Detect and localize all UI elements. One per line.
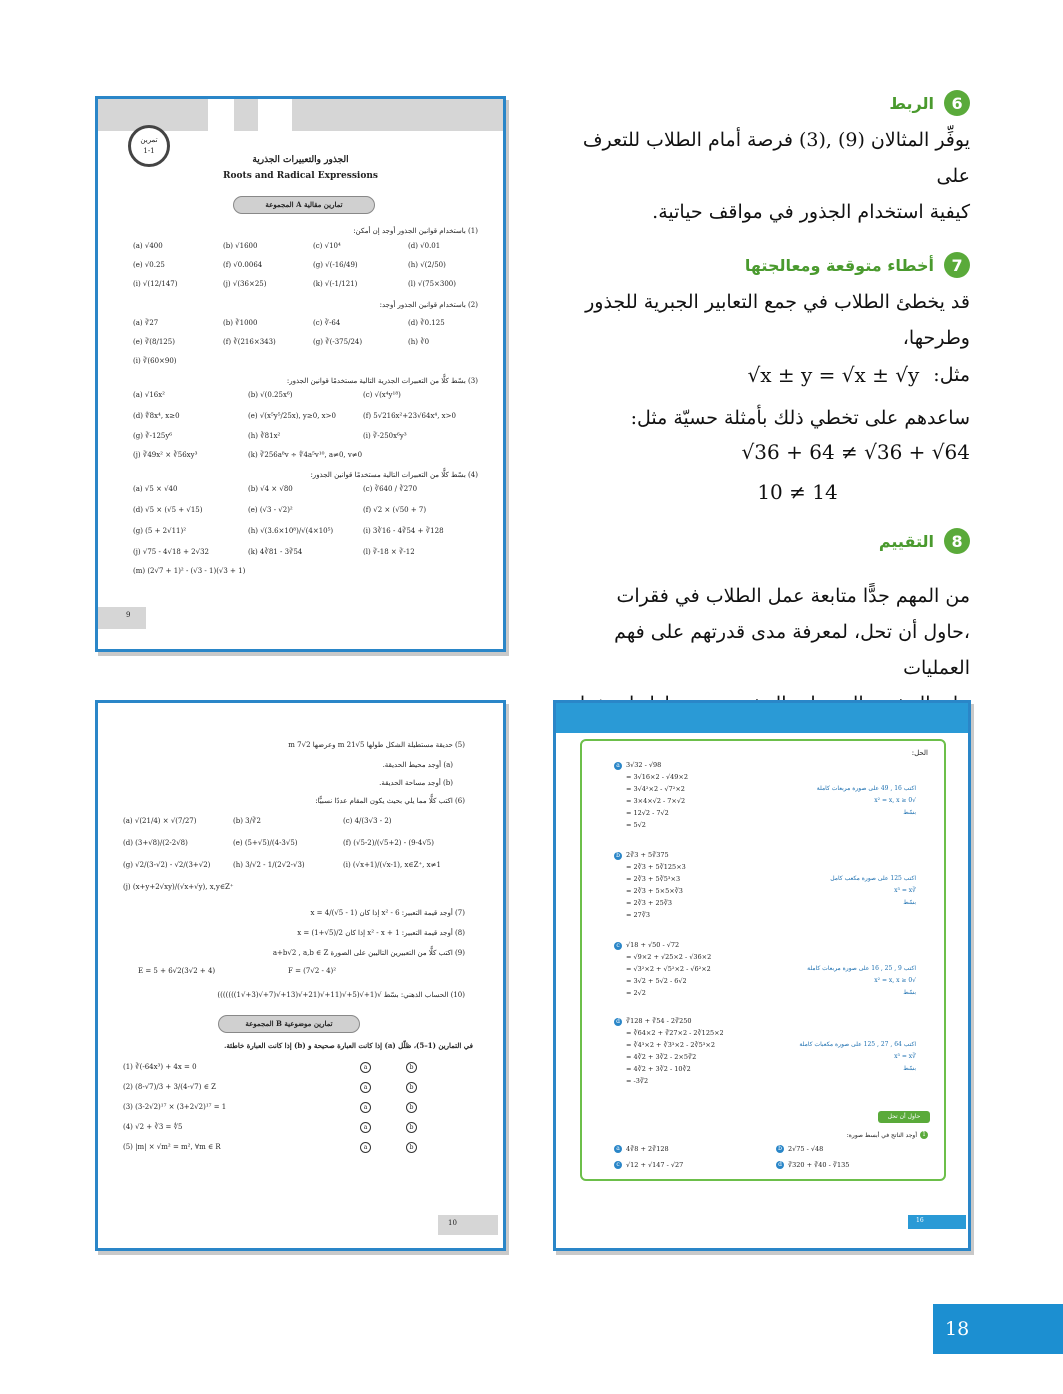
solution-step: = 2∛3 + 5∛5³×3: [626, 875, 681, 883]
section-6-number: 6: [944, 90, 970, 116]
solution-note: ∛x³ = x: [894, 1053, 916, 1060]
q5: (5) حديقة مستطيلة الشكل طولها 5√21 m وعرضها 2√7 m: [288, 741, 465, 749]
try-marker: a: [614, 1145, 622, 1153]
exercise-item: (e) (5+√5)/(4-3√5): [233, 839, 298, 847]
exercise-item: (f) (√5-2)/(√5+2) - (9-4√5): [343, 839, 434, 847]
solution-step: = 3√2 + 5√2 - 6√2: [626, 977, 687, 985]
exercise-item: (e) √(x⁵y⁵/25x), y≥0, x>0: [248, 412, 336, 420]
footer-bg: [98, 607, 146, 629]
section-7-formula-3: 10 ≠ 14: [757, 480, 838, 504]
exercise-item: (a) ∛27: [133, 319, 159, 327]
thumbnail-page-10: [95, 700, 506, 1251]
q4-text: (4) بسّط كلًّا من التعبيرات التالية مستخدمًا قوانين الجذور:: [310, 471, 478, 479]
exercise-item: (c) 4/(3√3 - 2): [343, 817, 392, 825]
exercise-item: (a) √(21/4) × √(7/27): [123, 817, 197, 825]
part-b-marker: b: [614, 852, 622, 860]
tf-statement: (1) ∛(-64x³) + 4x = 0: [123, 1063, 197, 1071]
option-a-circle[interactable]: a: [360, 1062, 371, 1073]
part-a-marker: a: [614, 762, 622, 770]
solution-step: = 4∛2 + 3∛2 - 2×5∛2: [626, 1053, 697, 1061]
exercise-item: (f) √0.0064: [223, 261, 263, 269]
option-a-circle[interactable]: a: [360, 1082, 371, 1093]
solution-step: = 2∛3 + 5×5×∛3: [626, 887, 683, 895]
solution-note: اكتب 125 على صورة مكعب كامل: [830, 875, 916, 882]
thumbnail-page-9: [95, 96, 506, 652]
q2-text: (2) باستخدام قوانين الجذور أوجد:: [379, 301, 478, 309]
exercise-item: (c) √(x⁴y¹⁸): [363, 391, 401, 399]
solution-note: ∛x³ = x: [894, 887, 916, 894]
section-8-line-1: من المهم جدًّا متابعة عمل الطلاب في فقرات: [616, 585, 970, 607]
section-7-line-3: ساعدهم على تخطي ذلك بأمثلة حسيّة مثل:: [630, 407, 970, 429]
solution-step: = -3∛2: [626, 1077, 649, 1085]
exercise-item: (a) √5 × √40: [133, 485, 178, 493]
exercise-item: (f) √2 × (√50 + 7): [363, 506, 427, 514]
solution-step: = 2√2: [626, 989, 646, 997]
exercise-item: (b) √(0.25x⁶): [248, 391, 293, 399]
exercise-item: (c) √10⁴: [313, 242, 341, 250]
q5a: (a) أوجد محيط الحديقة.: [382, 761, 453, 769]
bar-gap-1: [208, 99, 234, 131]
q9-f: F = (7√2 - 4)²: [288, 967, 337, 975]
part-d-marker: d: [614, 1018, 622, 1026]
top-blue-bar: [556, 703, 968, 733]
exercise-item: (h) ∛0: [408, 338, 430, 346]
section-8-title: التقييم: [878, 531, 934, 551]
option-a-circle[interactable]: a: [360, 1142, 371, 1153]
exercise-item: (i) √(12/147): [133, 280, 178, 288]
section-6-title: الربط: [889, 93, 934, 113]
exercise-item: (g) √(-16/49): [313, 261, 358, 269]
section-7-example-line: [545, 356, 970, 394]
solution-note: بسّط: [903, 899, 916, 906]
solution-step: = 3√16×2 - √49×2: [626, 773, 688, 781]
option-b-circle[interactable]: b: [406, 1142, 417, 1153]
try-label: حاول أن تحل: [878, 1111, 930, 1123]
thumbnail-page-16: [553, 700, 971, 1251]
section-7-line-1: قد يخطئ الطلاب في جمع التعابير الجبرية للجذور وطرحها،: [585, 291, 970, 349]
exercise-item: (j) √75 - 4√18 + 2√32: [133, 548, 209, 556]
solution-step: = 3√4²×2 - √7²×2: [626, 785, 685, 793]
solution-step: √18 + √50 - √72: [626, 941, 680, 949]
exercise-item: (h) ∛81x²: [248, 432, 281, 440]
solution-note: بسّط: [903, 809, 916, 816]
tf-statement: (5) |m| × √m² = m², ∀m ∈ R: [123, 1143, 221, 1151]
exercise-item: (c) ∛640 / ∛270: [363, 485, 418, 493]
exercise-item: (j) √(36×25): [223, 280, 267, 288]
title-english: Roots and Radical Expressions: [223, 171, 378, 181]
tf-statement: (4) √2 + ∛3 = ∜5: [123, 1123, 183, 1131]
solution-step: = ∛4³×2 + ∛3³×2 - 2∛5³×2: [626, 1041, 715, 1049]
exercise-item: (f) ∛(216×343): [223, 338, 276, 346]
exercise-item: (k) 4∛81 - 3∛54: [248, 548, 303, 556]
solution-step: = ∛64×2 + ∛27×2 - 2∛125×2: [626, 1029, 724, 1037]
try-marker: b: [776, 1145, 784, 1153]
exercise-item: (b) 3/∛2: [233, 817, 261, 825]
exercise-item: (i) ∛-250x⁶y³: [363, 432, 407, 440]
section-7-line-2: مثل:: [933, 364, 970, 386]
exercise-item: (e) ∛(8/125): [133, 338, 175, 346]
exercise-item: (g) ∛-125y⁶: [133, 432, 173, 440]
footer-page: 10: [448, 1219, 457, 1227]
exercise-item: (h) 3/√2 - 1/(2√2-√3): [233, 861, 305, 869]
solution-step: = 5√2: [626, 821, 646, 829]
solution-note: √x² = x, x ≥ 0: [874, 797, 916, 804]
solution-step: ∛128 + ∛54 - 2∛250: [626, 1017, 692, 1025]
bar-gap-2: [258, 99, 292, 131]
tf-statement: (2) (8-√7)/3 + 3/(4-√7) ∈ Z: [123, 1083, 216, 1091]
tf-instructions: في التمارين (1–5)، ظلّل (a) إذا كانت العبارة صحيحة و (b) إذا كانت العبارة خاطئة.: [223, 1041, 473, 1050]
section-6-line-2: كيفية استخدام الجذور في مواقف حياتية.: [652, 201, 970, 223]
title-arabic: الجذور والتعبيرات الجذرية: [252, 155, 349, 165]
try-marker: c: [614, 1161, 622, 1169]
solution-step: = 2∛3 + 25∛3: [626, 899, 673, 907]
q8: (8) أوجد قيمة التعبير: x² - x + 1 إذا كان x = (1+√5)/2: [297, 929, 465, 937]
exercise-item: (j) (x+y+2√xy)/(√x+√y), x,y∈Z⁺: [123, 883, 234, 891]
solution-step: = 3×4×√2 - 7×√2: [626, 797, 686, 805]
q3-text: (3) بسّط كلًّا من التعبيرات الجذرية التالية مستخدمًا قوانين الجذور:: [286, 377, 478, 385]
exercise-item: (g) (5 + 2√11)²: [133, 527, 187, 535]
section-7-header: [545, 252, 970, 278]
exercise-item: (d) √5 × (√5 + √15): [133, 506, 203, 514]
section-7-formula-2: √36 + 64 ≠ √36 + √64: [741, 440, 970, 464]
exercise-item: (a) √16x²: [133, 391, 165, 399]
exercise-item: (e) √0.25: [133, 261, 165, 269]
option-b-circle[interactable]: b: [406, 1082, 417, 1093]
try-item: √12 + √147 - √27: [626, 1161, 684, 1169]
page-number-box: [933, 1304, 1063, 1354]
section-8-number: 8: [944, 528, 970, 554]
group-a-pill: المجموعة A تمارين مقالية: [233, 196, 375, 214]
solution-note: اكتب 64 , 27 , 125 على صورة مكعبات كاملة: [799, 1041, 916, 1048]
badge-bottom: 1-1: [143, 147, 155, 155]
q7: (7) أوجد قيمة التعبير: x² - 6 إذا كان x = 4/(√5 - 1): [310, 909, 465, 917]
section-6-header: [545, 90, 970, 116]
exercise-item: (f) 5√216x²+23√64x⁴, x>0: [363, 412, 456, 420]
exercise-item: (j) ∛49x² × ∛56xy³: [133, 451, 198, 459]
footer-page: 9: [126, 611, 131, 619]
solution-step: 3√32 - √98: [626, 761, 662, 769]
badge-top: تمرين: [140, 136, 158, 144]
section-6-line-1: يوفِّر المثالان (9) ,(3) فرصة أمام الطلاب للتعرف على: [582, 129, 970, 187]
solution-label: الحل:: [911, 749, 928, 757]
exercise-item: (a) √400: [133, 242, 163, 250]
exercise-item: (l) √(75×300): [408, 280, 456, 288]
section-7-formula-1: √x ± y = √x ± √y: [747, 363, 920, 387]
exercise-item: (k) √(-1/121): [313, 280, 358, 288]
try-question-row: [847, 1131, 928, 1139]
solution-step: = 4∛2 + 3∛2 - 10∛2: [626, 1065, 691, 1073]
section-8-header: [545, 528, 970, 554]
q10: (10) الحساب الذهني: بسّط √(1+√(5+√(11+√(21+√(13+√(7+√(3+√1))))))): [217, 991, 465, 999]
section-7-number: 7: [944, 252, 970, 278]
exercise-item: (h) √(2/50): [408, 261, 446, 269]
solution-note: اكتب 9 , 25 , 16 على صورة مربعات كاملة: [807, 965, 916, 972]
option-b-circle[interactable]: b: [406, 1062, 417, 1073]
exercise-item: (i) ∛(60×90): [133, 357, 177, 365]
exercise-item: (i) 3∛16 - 4∛54 + ∛128: [363, 527, 444, 535]
section-8-line-2: ،حاول أن تحل، لمعرفة مدى قدرتهم على فهم العمليات: [614, 621, 970, 679]
solution-note: بسّط: [903, 1065, 916, 1072]
solution-note: √x² = x, x ≥ 0: [874, 977, 916, 984]
exercise-item: (d) √0.01: [408, 242, 441, 250]
try-item: 2√75 - √48: [788, 1145, 824, 1153]
try-question: أوجد الناتج في أبسط صورة:: [846, 1131, 917, 1139]
option-b-circle[interactable]: b: [406, 1122, 417, 1133]
exercise-item: (g) √2/(3-√2) - √2/(3+√2): [123, 861, 211, 869]
solution-note: بسّط: [903, 989, 916, 996]
exercise-item: (h) √(3.6×10⁸)/√(4×10⁵): [248, 527, 334, 535]
exercise-item: (k) ∛256a⁸v ÷ ∜4a⁵v¹⁰, a≠0, v≠0: [248, 451, 363, 459]
try-item: 4∛8 + 2∛128: [626, 1145, 669, 1153]
option-b-circle[interactable]: b: [406, 1102, 417, 1113]
exercise-item: (l) ∛-18 × ∛-12: [363, 548, 415, 556]
exercise-item: (c) ∛-64: [313, 319, 341, 327]
solution-step: = 27∛3: [626, 911, 651, 919]
group-b-pill: المجموعة B تمارين موضوعية: [218, 1015, 360, 1033]
option-a-circle[interactable]: a: [360, 1102, 371, 1113]
q5b: (b) أوجد مساحة الحديقة.: [379, 779, 453, 787]
exercise-item: (b) ∛1000: [223, 319, 258, 327]
exercise-item: (b) √4 × √80: [248, 485, 293, 493]
part-c-marker: c: [614, 942, 622, 950]
q9: (9) اكتب كلًّا من التعبيرين التاليين على الصورة a+b√2 , a,b ∈ Z: [272, 949, 465, 957]
exercise-item: (b) √1600: [223, 242, 258, 250]
solution-step: 2∛3 + 5∛375: [626, 851, 669, 859]
section-7-title: أخطاء متوقعة ومعالجتها: [744, 255, 934, 275]
solution-note: اكتب 16 , 49 على صورة مربعات كاملة: [816, 785, 916, 792]
solution-step: = 2∛3 + 5∛125×3: [626, 863, 686, 871]
footer-page: 16: [916, 1217, 924, 1224]
option-a-circle[interactable]: a: [360, 1122, 371, 1133]
exercise-item: (d) ∜8x⁴, x≥0: [133, 412, 180, 420]
exercise-item: (i) (√x+1)/(√x-1), x∈Z⁺, x≠1: [343, 861, 441, 869]
exercise-item: (d) (3+√8)/(2-2√8): [123, 839, 188, 847]
try-marker: d: [776, 1161, 784, 1169]
tf-statement: (3) (3-2√2)¹⁷ × (3+2√2)¹⁷ = 1: [123, 1103, 227, 1111]
q6: (6) اكتب كلًّا مما يلي بحيث يكون المقام عددًا نسبيًّا:: [315, 797, 465, 805]
solution-step: = 12√2 - 7√2: [626, 809, 669, 817]
try-number: 1: [920, 1131, 928, 1139]
top-gray-bar: [98, 99, 503, 131]
teacher-notes: [545, 90, 970, 758]
exercise-item: (g) ∛(-375/24): [313, 338, 363, 346]
q1-text: (1) باستخدام قوانين الجذور أوجد إن أمكن:: [353, 227, 478, 235]
solution-step: = √9×2 + √25×2 - √36×2: [626, 953, 712, 961]
exercise-item: (e) (√3 - √2)²: [248, 506, 293, 514]
footer-bg: [438, 1215, 498, 1235]
exercise-item: (m) (2√7 + 1)² - (√3 - 1)(√3 + 1): [133, 567, 246, 575]
q9-e: E = 5 + 6√2(3√2 + 4): [138, 967, 216, 975]
solution-step: = √3²×2 + √5²×2 - √6²×2: [626, 965, 711, 973]
exercise-item: (d) ∛0.125: [408, 319, 445, 327]
try-item: ∛320 + ∛40 - ∛135: [788, 1161, 850, 1169]
page-number: 18: [945, 1318, 970, 1340]
